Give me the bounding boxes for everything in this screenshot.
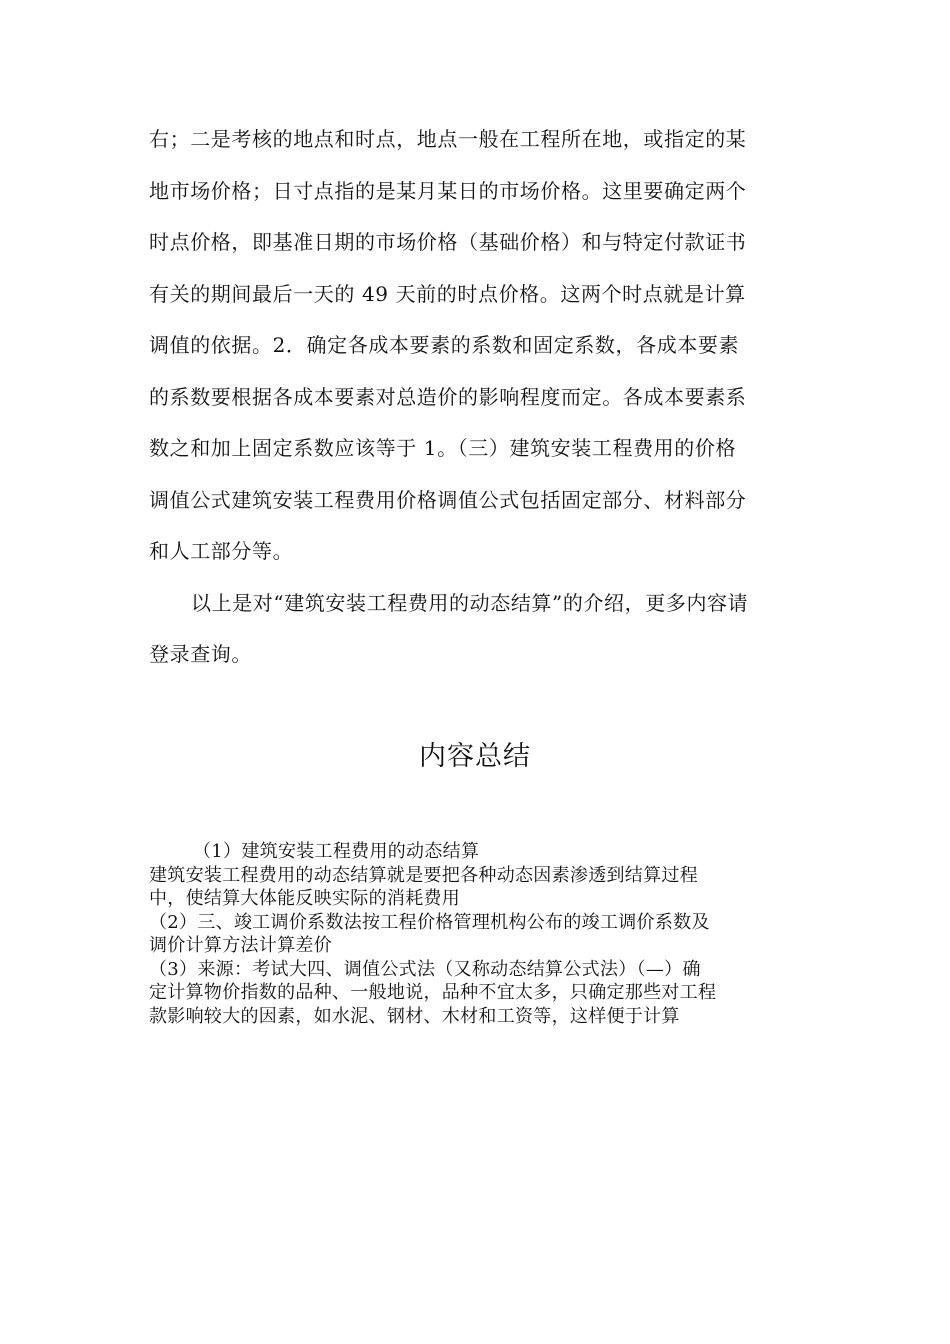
body-line: 数之和加上固定系数应该等于 1。（三）建筑安装工程费用的价格	[149, 436, 737, 460]
summary-line: 中，使结算大体能反映实际的消耗费用	[149, 888, 461, 909]
summary-line: 款影响较大的因素，如水泥、钢材、木材和工资等，这样便于计算	[149, 1005, 680, 1027]
summary-item-heading: （1）建筑安装工程费用的动态结算	[193, 841, 480, 862]
summary-line: 定计算物价指数的品种、一般地说，品种不宜太多，只确定那些对工程	[149, 982, 717, 1003]
closing-paragraph-line: 以上是对“建筑安装工程费用的动态结算”的介绍，更多内容请	[191, 590, 749, 615]
body-line: 的系数要根据各成本要素对总造价的影响程度而定。各成本要素系	[149, 384, 747, 409]
body-text	[149, 114, 801, 681]
body-line: 时点价格，即基准日期的市场价格（基础价格）和与特定付款证书	[149, 230, 747, 254]
body-line: 调值公式建筑安装工程费用价格调值公式包括固定部分、材料部分	[149, 487, 747, 512]
summary-section	[149, 840, 809, 1028]
summary-line: （2）三、竣工调价系数法按工程价格管理机构公布的竣工调价系数及	[149, 911, 710, 933]
body-line: 调值的依据。2．确定各成本要素的系数和固定系数，各成本要素	[149, 333, 740, 357]
body-line: 地市场价格；日寸点指的是某月某日的市场价格。这里要确定两个	[149, 178, 747, 203]
body-line: 和人工部分等。	[149, 539, 294, 563]
body-line: 有关的期间最后一天的 49 天前的时点价格。这两个时点就是计算	[149, 281, 746, 306]
summary-line: 调价计算方法计算差价	[149, 935, 332, 956]
summary-line: 建筑安装工程费用的动态结算就是要把各种动态因素渗透到结算过程	[149, 864, 698, 886]
closing-paragraph-line: 登录查询。	[149, 642, 252, 666]
summary-line: （3）来源：考试大四、调值公式法（又称动态结算公式法）（—）确	[149, 958, 701, 980]
summary-heading: 内容总结	[419, 741, 531, 772]
body-line: 右；二是考核的地点和时点，地点一般在工程所在地，或指定的某	[149, 127, 747, 151]
